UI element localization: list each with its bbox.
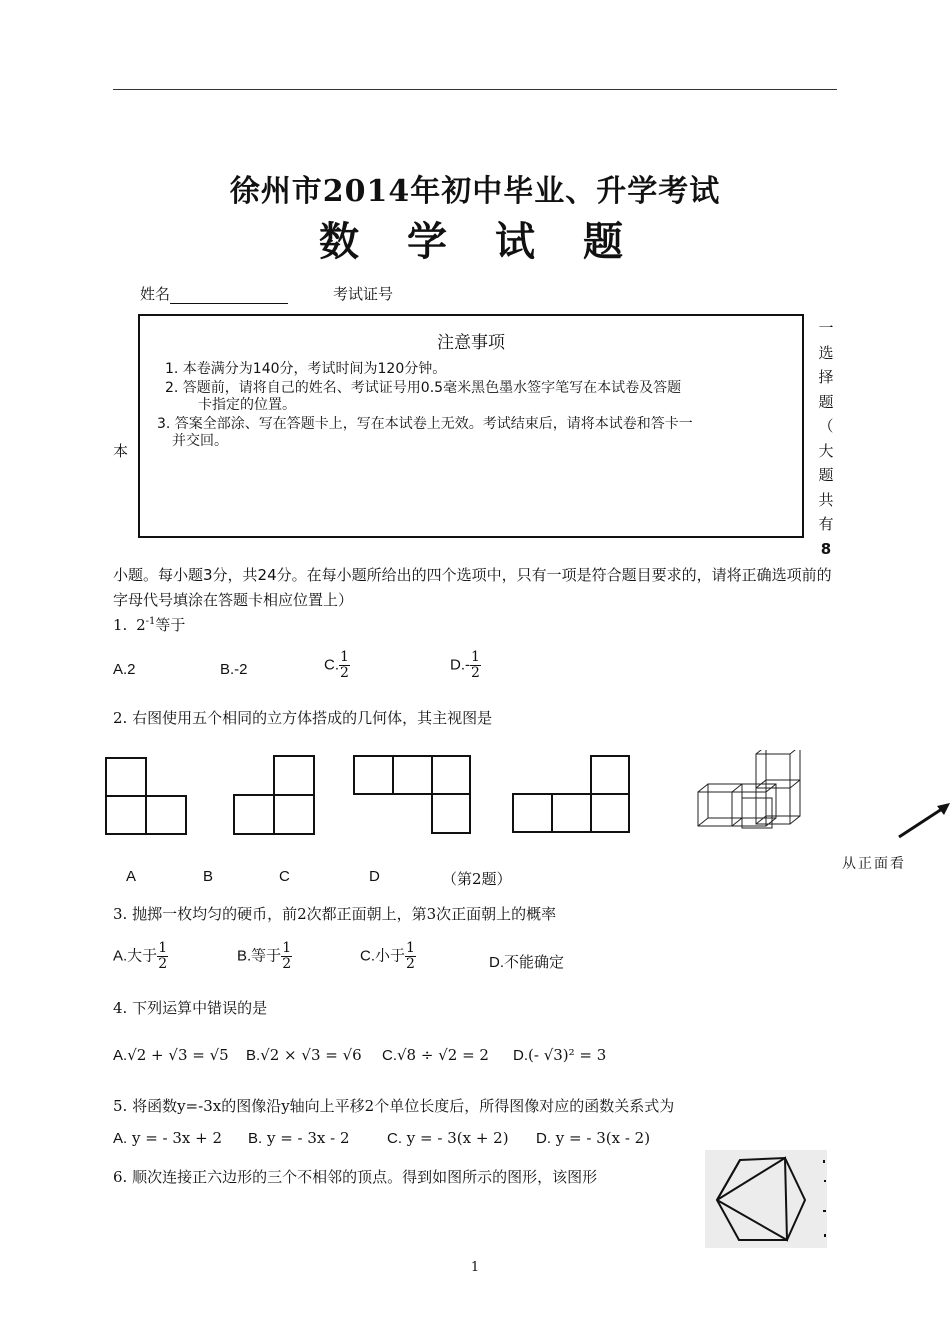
- q2-view-label: 从正面看: [842, 856, 906, 872]
- q2-caption: （第2题）: [442, 870, 512, 888]
- notice-item-2-cont: 卡指定的位置。: [198, 397, 296, 413]
- q4-option-c-expr: √8 ÷ √2 = 2: [397, 1046, 489, 1064]
- q4-option-b: [246, 1046, 362, 1064]
- side-text-left: 本: [113, 442, 129, 460]
- q5-option-c-expr: y = - 3(x + 2): [406, 1129, 509, 1147]
- fraction-numerator: 1: [158, 940, 168, 956]
- side-char: 择: [818, 368, 834, 386]
- cube-square: [591, 794, 629, 832]
- cube-square: [106, 758, 146, 796]
- q1-number: 1.: [113, 616, 128, 634]
- q1-option-c: [324, 650, 350, 681]
- notice-box: [138, 314, 804, 538]
- side-char: 大: [818, 441, 834, 460]
- fraction: [281, 941, 292, 972]
- q5-stem: 5. 将函数y=-3x的图像沿y轴向上平移2个单位长度后，所得图像对应的函数关系式为: [113, 1097, 675, 1115]
- q4-option-c: [382, 1046, 489, 1064]
- side-char: 题: [818, 466, 834, 484]
- q1-stem: [113, 614, 185, 635]
- q3-option-c: [360, 941, 416, 972]
- q1-option-d-label: D.-: [450, 656, 470, 674]
- q3-option-b: [237, 941, 292, 972]
- side-char: 题: [818, 392, 834, 411]
- header-rule: [113, 89, 837, 90]
- q1-base: 2: [136, 616, 146, 634]
- q2-option-d-figure: [513, 756, 629, 832]
- q4-option-b-label: B.: [246, 1047, 261, 1064]
- q1-option-d: [450, 650, 481, 681]
- q2-option-a-figure: [106, 758, 186, 834]
- name-field: [140, 283, 288, 304]
- cube-square: [552, 794, 591, 832]
- cube-square: [432, 794, 470, 833]
- cube-face: [756, 788, 790, 824]
- q5-option-b: [248, 1129, 350, 1147]
- fraction-numerator: 1: [406, 940, 415, 956]
- cube-square: [106, 796, 146, 834]
- cube-face: [756, 754, 790, 788]
- name-label: 姓名: [140, 285, 171, 303]
- fraction: [157, 941, 168, 972]
- q1-option-a: A.2: [113, 661, 136, 678]
- q3-stem: 3. 抛掷一枚均匀的硬币，前2次都正面朝上，第3次正面朝上的概率: [113, 905, 557, 923]
- cube-square: [146, 796, 186, 834]
- cube-square: [354, 756, 393, 794]
- side-text-right: [816, 316, 836, 561]
- q5-option-d-expr: y = - 3(x - 2): [555, 1129, 651, 1147]
- q5-option-c: [387, 1129, 509, 1147]
- q4-option-a: [113, 1046, 229, 1064]
- q5-option-d: [536, 1129, 650, 1147]
- name-blank: [170, 289, 288, 304]
- fraction: [405, 941, 416, 972]
- cube-square: [234, 795, 274, 834]
- q5-option-a: [113, 1129, 222, 1147]
- fraction-numerator: 1: [340, 649, 349, 665]
- q2-solid-figure: [698, 750, 800, 828]
- q1-option-c-label: C.: [324, 656, 339, 674]
- side-char: 一: [818, 319, 834, 337]
- q6-stem: 6. 顺次连接正六边形的三个不相邻的顶点。得到如图所示的图形，该图形: [113, 1168, 598, 1186]
- side-char: 8: [820, 539, 832, 558]
- q1-exponent: -1: [145, 616, 156, 627]
- exam-number-label: 考试证号: [333, 285, 394, 303]
- q4-option-d: [513, 1046, 606, 1064]
- q2-option-c-figure: [354, 756, 470, 833]
- cube-face: [708, 784, 742, 818]
- q5-option-b-expr: y = - 3x - 2: [266, 1129, 350, 1147]
- q5-option-d-label: D.: [536, 1130, 551, 1147]
- fraction-denominator: 2: [158, 956, 168, 972]
- fraction-denominator: 2: [340, 665, 349, 681]
- section-intro: 小题。每小题3分，共24分。在每小题所给出的四个选项中，只有一项是符合题目要求的，请将正确选项前的字母代号填涂在答题卡相应位置上）: [113, 566, 832, 609]
- q2-stem: 2. 右图使用五个相同的立方体搭成的几何体，其主视图是: [113, 709, 493, 727]
- cube-square: [393, 756, 432, 794]
- fraction: [339, 650, 350, 681]
- exam-title: 徐州市2014年初中毕业、升学考试: [229, 174, 721, 209]
- fraction-denominator: 2: [471, 665, 480, 681]
- q2-label-d: D: [369, 868, 380, 885]
- q5-option-c-label: C.: [387, 1130, 402, 1147]
- cube-face: [742, 784, 776, 818]
- cube-square: [513, 794, 552, 832]
- q4-option-d-expr: (- √3)² = 3: [528, 1046, 607, 1064]
- q4-option-b-expr: √2 × √3 = √6: [260, 1046, 362, 1064]
- notice-title: 注意事项: [437, 333, 505, 353]
- q4-option-a-expr: √2 + √3 = √5: [127, 1046, 229, 1064]
- q2-figures: [100, 750, 840, 840]
- q5-option-b-label: B.: [248, 1130, 263, 1147]
- notice-item-1: 1. 本卷满分为140分，考试时间为120分钟。: [165, 361, 447, 377]
- side-char: 共: [818, 490, 834, 509]
- fraction-numerator: 1: [471, 649, 480, 665]
- cube-square: [274, 795, 314, 834]
- q2-option-b-figure: [234, 756, 314, 834]
- fraction-denominator: 2: [406, 956, 415, 972]
- q3-option-d: D.不能确定: [489, 954, 565, 971]
- q1-stem-tail: 等于: [155, 616, 186, 634]
- cube-square: [591, 756, 629, 794]
- q2-label-b: B: [203, 868, 214, 885]
- q2-label-c: C: [279, 868, 290, 885]
- q5-option-a-expr: y = - 3x + 2: [131, 1129, 223, 1147]
- q3-option-a-label: A.大于: [113, 947, 158, 965]
- q3-option-c-label: C.小于: [360, 947, 406, 965]
- cube-face: [732, 792, 766, 826]
- q4-option-a-label: A.: [113, 1047, 128, 1064]
- cube-face: [698, 792, 732, 826]
- notice-item-3-cont: 并交回。: [172, 433, 228, 449]
- page-number: 1: [470, 1260, 480, 1275]
- fraction-numerator: 1: [282, 940, 292, 956]
- side-char: 有: [818, 515, 834, 533]
- cube-square: [432, 756, 470, 794]
- notice-item-3: 3. 答案全部涂、写在答题卡上，写在本试卷上无效。考试结束后，请将本试卷和答卡一: [157, 416, 693, 432]
- side-char: 选: [818, 343, 834, 362]
- q4-option-c-label: C.: [382, 1047, 397, 1064]
- q5-option-a-label: A.: [113, 1130, 128, 1147]
- q2-label-a: A: [126, 868, 137, 885]
- notice-item-2: 2. 答题前，请将自己的姓名、考试证号用0.5毫米黑色墨水签字笔写在本试卷及答题: [165, 380, 682, 396]
- q3-option-a: [113, 941, 168, 972]
- q4-stem: 4. 下列运算中错误的是: [113, 999, 268, 1017]
- q1-option-b: B.-2: [220, 661, 248, 678]
- subject-title: 数学试题: [319, 218, 671, 265]
- cube-square: [274, 756, 314, 795]
- q4-option-d-label: D.: [513, 1047, 528, 1064]
- fraction: [470, 650, 481, 681]
- q6-hexagon-figure: [705, 1150, 835, 1250]
- view-arrow-icon: [893, 798, 950, 843]
- fraction-denominator: 2: [282, 956, 292, 972]
- side-char: （: [818, 417, 834, 435]
- q3-option-b-label: B.等于: [237, 947, 282, 965]
